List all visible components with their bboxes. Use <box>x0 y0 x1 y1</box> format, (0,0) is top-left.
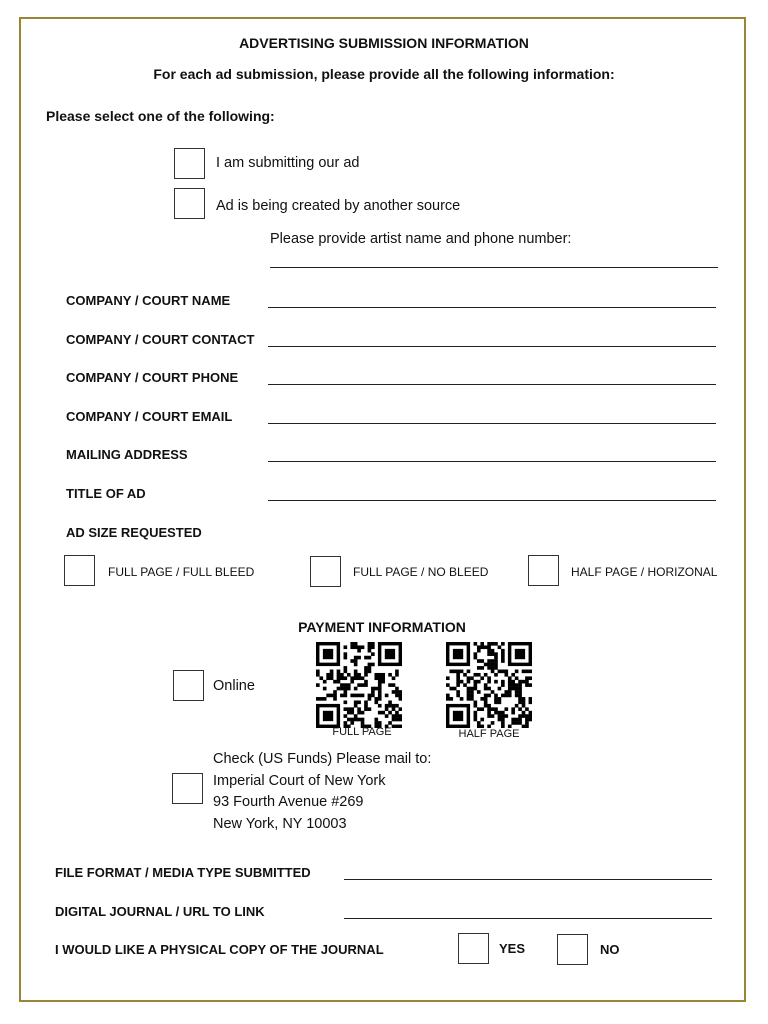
full-page-full-bleed-checkbox[interactable] <box>64 555 95 586</box>
physical-copy-yes-label: YES <box>499 941 526 956</box>
artist-info-line[interactable] <box>270 267 718 268</box>
page-border <box>19 17 746 1002</box>
online-payment-label: Online <box>213 678 255 694</box>
company-email-label: COMPANY / COURT EMAIL <box>66 409 233 424</box>
selection-prompt: Please select one of the following: <box>46 108 275 124</box>
half-page-horizontal-checkbox[interactable] <box>528 555 559 586</box>
check-payment-checkbox[interactable] <box>172 773 203 804</box>
submitting-own-ad-checkbox[interactable] <box>174 148 205 179</box>
ad-size-label: AD SIZE REQUESTED <box>66 525 202 540</box>
journal-url-label: DIGITAL JOURNAL / URL TO LINK <box>55 904 265 919</box>
mailing-address-line[interactable] <box>268 461 716 462</box>
full-page-no-bleed-label: FULL PAGE / NO BLEED <box>353 565 489 579</box>
payment-title: PAYMENT INFORMATION <box>298 619 466 635</box>
check-line-2: Imperial Court of New York <box>213 772 386 789</box>
title-of-ad-label: TITLE OF AD <box>66 486 146 501</box>
company-phone-label: COMPANY / COURT PHONE <box>66 370 239 385</box>
physical-copy-no-checkbox[interactable] <box>557 934 588 965</box>
other-source-checkbox[interactable] <box>174 188 205 219</box>
half-page-qr-caption: HALF PAGE <box>458 728 520 740</box>
submitting-own-ad-label: I am submitting our ad <box>216 155 360 171</box>
title-of-ad-line[interactable] <box>268 500 716 501</box>
form-title: ADVERTISING SUBMISSION INFORMATION <box>239 35 529 51</box>
full-page-qr-caption: FULL PAGE <box>332 726 392 738</box>
journal-url-line[interactable] <box>344 918 712 919</box>
check-line-3: 93 Fourth Avenue #269 <box>213 794 364 810</box>
full-page-qr-code[interactable] <box>316 642 402 728</box>
physical-copy-label: I WOULD LIKE A PHYSICAL COPY OF THE JOURNAL <box>55 942 384 957</box>
file-format-label: FILE FORMAT / MEDIA TYPE SUBMITTED <box>55 865 311 880</box>
file-format-line[interactable] <box>344 879 712 880</box>
check-line-4: New York, NY 10003 <box>213 815 347 832</box>
artist-prompt: Please provide artist name and phone number: <box>270 231 572 247</box>
company-contact-line[interactable] <box>268 346 716 347</box>
company-email-line[interactable] <box>268 423 716 424</box>
other-source-label: Ad is being created by another source <box>216 198 461 214</box>
mailing-address-label: MAILING ADDRESS <box>66 447 188 462</box>
company-name-label: COMPANY / COURT NAME <box>66 293 231 308</box>
half-page-qr-code[interactable] <box>446 642 532 728</box>
check-payment-instructions <box>213 749 431 835</box>
physical-copy-yes-checkbox[interactable] <box>458 933 489 964</box>
online-payment-checkbox[interactable] <box>173 670 204 701</box>
company-name-line[interactable] <box>268 307 716 308</box>
half-page-horizontal-label: HALF PAGE / HORIZONAL <box>571 565 718 579</box>
company-phone-line[interactable] <box>268 384 716 385</box>
full-page-full-bleed-label: FULL PAGE / FULL BLEED <box>108 565 255 579</box>
company-contact-label: COMPANY / COURT CONTACT <box>66 332 255 347</box>
full-page-no-bleed-checkbox[interactable] <box>310 556 341 587</box>
form-subtitle: For each ad submission, please provide all the following information: <box>153 66 615 82</box>
check-line-1: Check (US Funds) Please mail to: <box>213 751 432 767</box>
physical-copy-no-label: NO <box>600 942 620 957</box>
